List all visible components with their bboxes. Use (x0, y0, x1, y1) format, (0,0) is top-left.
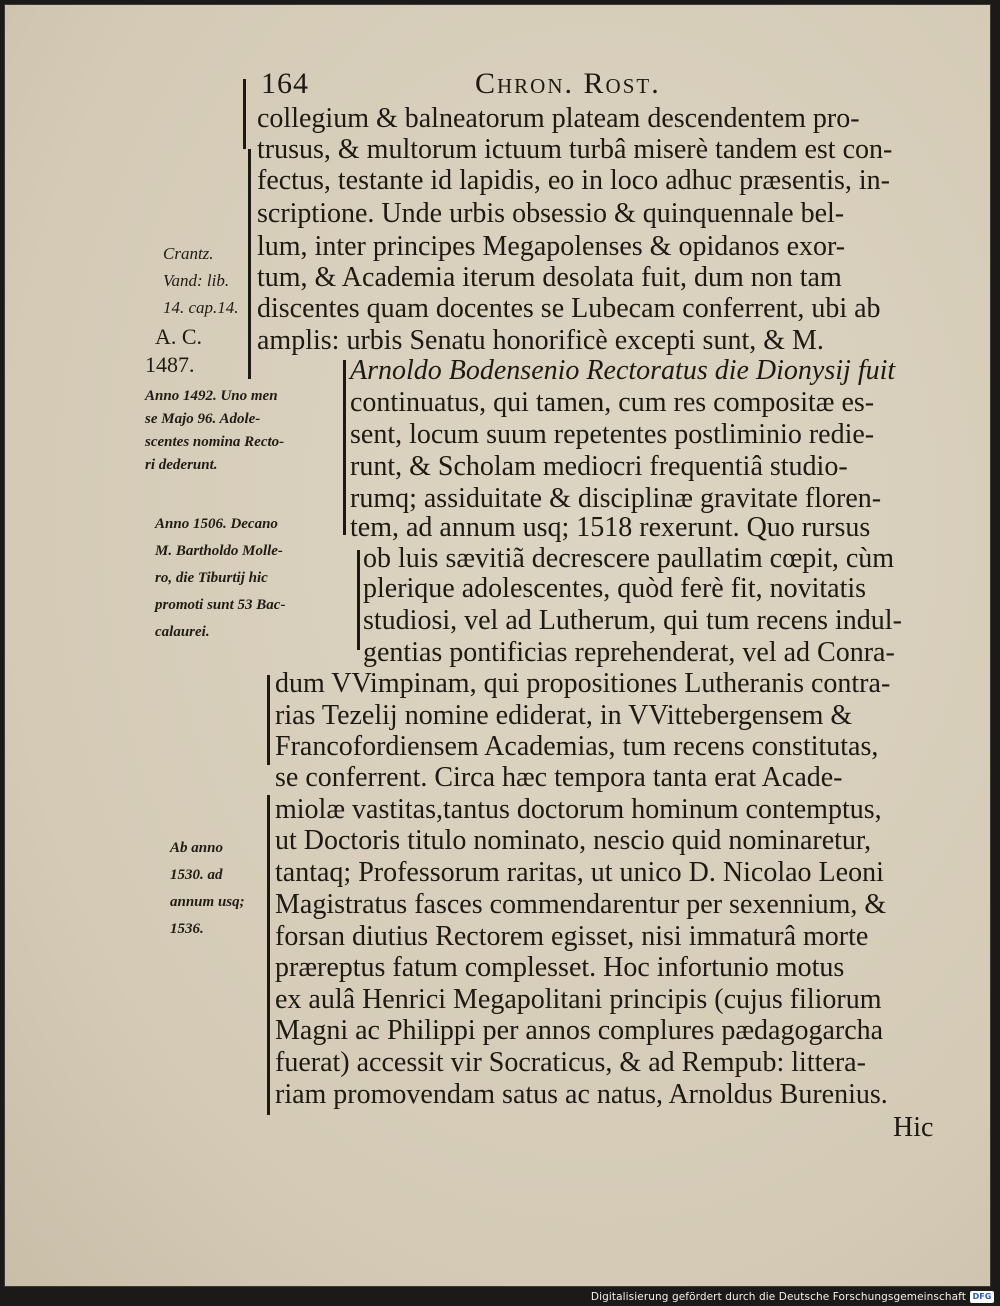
margin-note-line: promoti sunt 53 Bac- (155, 597, 286, 613)
body-line: ut Doctoris titulo nominato, nescio quid nominaretur, (275, 825, 872, 856)
margin-note-line: Anno 1492. Uno men (145, 388, 278, 404)
body-line: collegium & balneatorum plateam descendentem pro- (257, 103, 860, 134)
body-line: ex aulâ Henrici Megapolitani principis (cujus filiorum (275, 984, 882, 1015)
footer-credit: Digitalisierung gefördert durch die Deutsche Forschungsgemeinschaft (590, 1291, 966, 1303)
margin-note-1506 (155, 511, 285, 646)
book-page (4, 4, 991, 1287)
body-line: rumq; assiduitate & disciplinæ gravitate floren- (350, 483, 882, 514)
page-number: 164 (261, 67, 309, 100)
body-line: runt, & Scholam mediocri frequentiâ studio- (350, 451, 848, 482)
margin-note-line: Anno 1506. Decano (155, 516, 278, 532)
margin-note-line: Crantz. (163, 244, 214, 263)
body-line: tantaq; Professorum raritas, ut unico D. Nicolao Leoni (275, 857, 884, 888)
margin-note-line: 14. cap.14. (163, 298, 239, 317)
margin-note-line: ro, die Tiburtij hic (155, 570, 268, 586)
margin-rule (357, 550, 360, 650)
body-line: studiosi, vel ad Lutherum, qui tum recens indul- (363, 605, 902, 636)
margin-rule (267, 795, 270, 1115)
margin-note-line: annum usq; (170, 894, 245, 910)
body-line: plerique adolescentes, quòd ferè fit, novitatis (363, 573, 867, 604)
body-line: forsan diutius Rectorem egisset, nisi immaturâ morte (275, 921, 869, 952)
margin-note-1530 (170, 835, 245, 943)
body-line: tem, ad annum usq; 1518 rexerunt. Quo rursus (350, 512, 871, 543)
margin-rule (267, 675, 270, 765)
body-line: miolæ vastitas,tantus doctorum hominum contemptus, (275, 794, 882, 825)
margin-note-line: Vand: lib. (163, 271, 230, 290)
body-line: rias Tezelij nomine ediderat, in VVittebergensem & (275, 700, 853, 731)
margin-note-line: ri dederunt. (145, 457, 218, 473)
body-line: præreptus fatum complesset. Hoc infortunio motus (275, 952, 845, 983)
dfg-logo-icon: DFG (970, 1291, 994, 1303)
body-line: gentias pontificias reprehenderat, vel ad Conra- (363, 637, 895, 668)
body-line: dum VVimpinam, qui propositiones Lutheranis contra- (275, 668, 891, 699)
body-line: continuatus, qui tamen, cum res compositæ es- (350, 387, 875, 418)
body-line: fuerat) accessit vir Socraticus, & ad Rempub: littera- (275, 1047, 866, 1078)
body-line: fectus, testante id lapidis, eo in loco adhuc præsentis, in- (257, 165, 890, 196)
body-line: Arnoldo Bodensenio Rectoratus die Dionysij fuit (350, 355, 896, 386)
body-line: tum, & Academia iterum desolata fuit, dum non tam (257, 262, 842, 293)
margin-note-line: scentes nomina Recto- (145, 434, 285, 450)
margin-note-crantz (163, 240, 239, 321)
page-header (5, 67, 990, 103)
margin-rule (248, 149, 251, 379)
margin-note-line: 1530. ad (170, 867, 223, 883)
margin-note-year-1487: 1487. (145, 352, 195, 377)
margin-rule (343, 360, 346, 535)
body-line: Magni ac Philippi per annos complures pædagogarcha (275, 1015, 884, 1046)
body-line: Magistratus fasces commendarentur per sexennium, & (275, 889, 887, 920)
body-line: scriptione. Unde urbis obsessio & quinquennale bel- (257, 198, 845, 229)
footer-bar (0, 1290, 1000, 1306)
body-line: lum, inter principes Megapolenses & opidanos exor- (257, 231, 846, 262)
margin-note-line: 1536. (170, 921, 204, 937)
margin-note-line: calaurei. (155, 624, 210, 640)
margin-note-year-ac: A. C. (155, 324, 203, 349)
margin-note-line: M. Bartholdo Molle- (155, 543, 283, 559)
body-line: se conferrent. Circa hæc tempora tanta erat Acade- (275, 762, 843, 793)
margin-rule (243, 79, 246, 149)
body-line: riam promovendam satus ac natus, Arnoldus Burenius. (275, 1079, 888, 1110)
body-line: Francofordiensem Academias, tum recens constitutas, (275, 731, 879, 762)
body-line: amplis: urbis Senatu honorificè excepti sunt, & M. (257, 325, 824, 356)
running-head: Chron. Rost. (475, 67, 661, 100)
body-line: ob luis sævitiã decrescere paullatim cœpit, cùm (363, 543, 895, 574)
catchword: Hic (893, 1112, 934, 1143)
body-line: discentes quam docentes se Lubecam conferrent, ubi ab (257, 293, 881, 324)
margin-note-1492 (145, 385, 284, 477)
body-line: sent, locum suum repetentes postliminio redie- (350, 419, 875, 450)
margin-note-line: Ab anno (170, 840, 223, 856)
margin-note-line: se Majo 96. Adole- (145, 411, 261, 427)
body-line: trusus, & multorum ictuum turbâ miserè tandem est con- (257, 134, 893, 165)
